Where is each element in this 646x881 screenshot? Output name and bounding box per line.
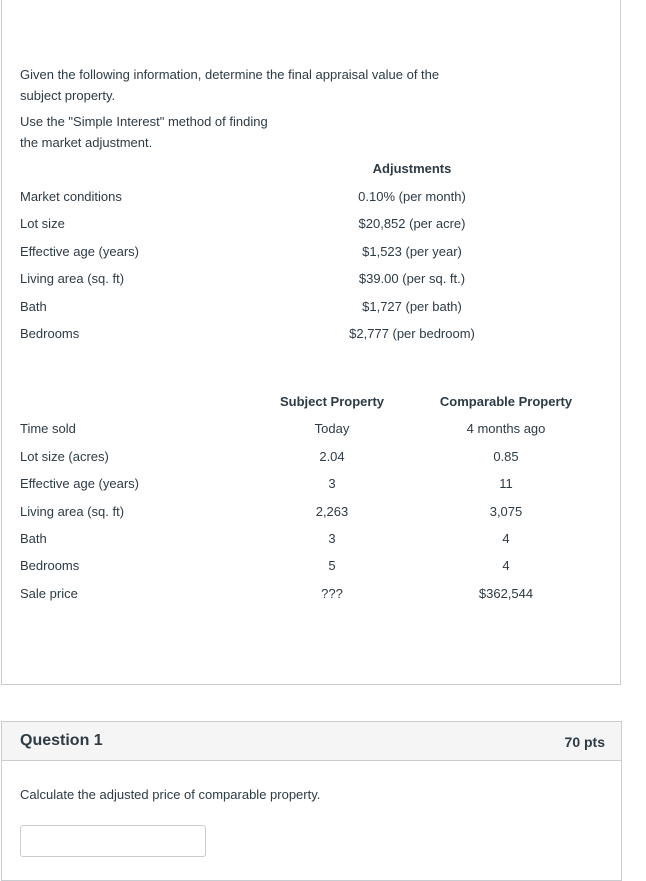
adj-label-market-conditions: Market conditions (20, 189, 122, 204)
comparable-property-header: Comparable Property (439, 394, 573, 409)
comparable-effective-age: 11 (499, 476, 513, 491)
adj-label-effective-age: Effective age (years) (20, 244, 139, 259)
cmp-label-bedrooms: Bedrooms (20, 558, 80, 573)
cmp-label-effective-age: Effective age (years) (20, 476, 139, 491)
adjustments-header: Adjustments (372, 161, 452, 176)
question-points: 70 pts (564, 734, 605, 750)
intro-paragraph-1: Given the following information, determine the final appraisal value of the subject property. (20, 67, 440, 103)
subject-bedrooms: 5 (328, 558, 336, 573)
cmp-label-bath: Bath (20, 531, 47, 546)
cmp-label-lot-size: Lot size (acres) (20, 449, 109, 464)
adj-value-effective-age: $1,523 (per year) (362, 244, 462, 259)
cmp-label-time-sold: Time sold (20, 421, 76, 436)
adj-value-bath: $1,727 (per bath) (362, 299, 462, 314)
subject-bath: 3 (328, 531, 336, 546)
adj-label-living-area: Living area (sq. ft) (20, 271, 125, 286)
cmp-label-sale-price: Sale price (20, 586, 78, 601)
adj-value-market-conditions: 0.10% (per month) (358, 189, 466, 204)
intro-paragraph-2: Use the "Simple Interest" method of finding the market adjustment. (20, 114, 268, 150)
adj-value-bedrooms: $2,777 (per bedroom) (349, 326, 475, 341)
comparable-sale-price: $362,544 (478, 586, 534, 601)
subject-sale-price: ??? (321, 586, 343, 601)
subject-living-area: 2,263 (315, 504, 349, 519)
subject-property-header: Subject Property (279, 394, 385, 409)
question-header (2, 722, 621, 761)
adj-label-bedrooms: Bedrooms (20, 326, 80, 341)
adj-label-bath: Bath (20, 299, 47, 314)
question-1-panel (1, 721, 622, 881)
cmp-label-living-area: Living area (sq. ft) (20, 504, 125, 519)
adj-value-lot-size: $20,852 (per acre) (358, 216, 466, 231)
subject-lot-size: 2.04 (319, 449, 345, 464)
comparable-bedrooms: 4 (502, 558, 510, 573)
comparable-living-area: 3,075 (489, 504, 523, 519)
adj-value-living-area: $39.00 (per sq. ft.) (358, 271, 466, 286)
answer-input[interactable] (20, 825, 206, 857)
subject-effective-age: 3 (328, 476, 336, 491)
comparable-lot-size: 0.85 (493, 449, 519, 464)
question-text: Calculate the adjusted price of comparable property. (20, 787, 321, 802)
adj-label-lot-size: Lot size (20, 216, 65, 231)
comparable-bath: 4 (502, 531, 510, 546)
comparable-time-sold: 4 months ago (466, 421, 546, 436)
subject-time-sold: Today (314, 421, 350, 436)
question-title: Question 1 (20, 732, 103, 749)
